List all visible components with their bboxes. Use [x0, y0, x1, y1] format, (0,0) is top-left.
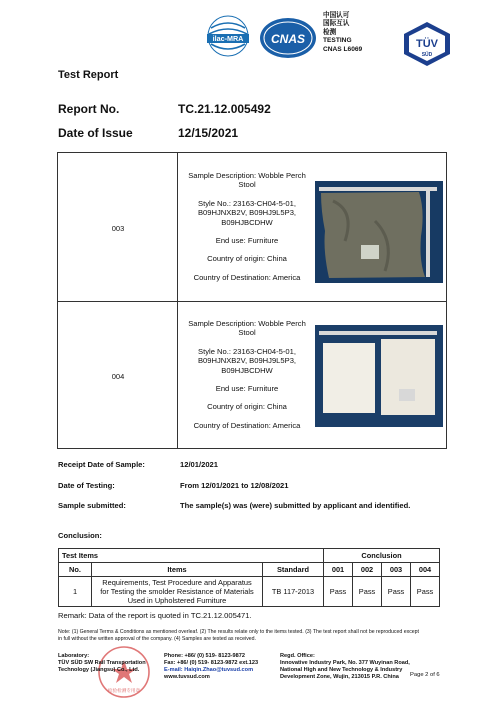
footer-office — [280, 653, 410, 681]
footer-contact — [164, 653, 258, 681]
col-standard-header: Standard — [263, 563, 324, 577]
row-no: 1 — [59, 577, 92, 607]
row-result: Pass — [353, 577, 382, 607]
sample-table — [57, 152, 447, 449]
conclusion-label: Conclusion: — [58, 531, 102, 540]
sample-submitted-value: The sample(s) was (were) submitted by applicant and identified. — [180, 501, 411, 510]
svg-text:CNAS: CNAS — [270, 32, 306, 46]
col-sample-header: 001 — [324, 563, 353, 577]
sample-style: Style No.: 23163-CH04-5-01, B09HJNXB2V, B09HJ9L5P3, B09HJBCDHW — [197, 346, 297, 375]
date-of-issue-label: Date of Issue — [58, 126, 133, 140]
footer-office-line: Development Zone, Wujin, 213015 P.R. China — [280, 674, 399, 680]
table-row — [59, 577, 440, 607]
ilac-mra-logo — [203, 14, 253, 62]
footer-laboratory — [58, 653, 146, 674]
footer-lab-line: Laboratory: — [58, 653, 90, 659]
svg-text:检验检测专用章: 检验检测专用章 — [107, 689, 141, 694]
col-sample-header: 003 — [382, 563, 411, 577]
table-divider — [58, 301, 446, 302]
conclusion-table — [58, 548, 440, 607]
cnas-line: CNAS L6069 — [323, 45, 363, 53]
page-number: Page 2 of 6 — [410, 672, 440, 678]
svg-text:SÜD: SÜD — [421, 52, 433, 58]
footer-lab-line: TÜV SÜD SW Rail Transportation — [58, 660, 146, 666]
footer-note-line: Note: (1) General Terms & Conditions as mentioned overleaf. (2) The results relate only to the items tested. (3) The test report shall not be reproduced except — [58, 629, 420, 635]
col-sample-header: 004 — [411, 563, 440, 577]
sample-photo-fabric — [315, 181, 443, 283]
footer-lab-line: Technology (Jiangsu) Co., Ltd. — [58, 667, 140, 673]
row-item — [92, 577, 263, 607]
sample-description-block — [180, 171, 314, 291]
sample-photo-foam — [315, 325, 443, 427]
row-result: Pass — [411, 577, 440, 607]
sample-end-use: End use: Furniture — [215, 384, 279, 394]
svg-text:TÜV: TÜV — [416, 38, 438, 50]
row-item-line: for Testing the smolder Resistance of Materials — [100, 587, 254, 596]
svg-text:ilac-MRA: ilac-MRA — [212, 34, 244, 43]
sample-origin: Country of origin: China — [207, 254, 287, 264]
col-no-header: No. — [59, 563, 92, 577]
sample-destination: Country of Destination: America — [193, 420, 301, 430]
row-standard: TB 117-2013 — [263, 577, 324, 607]
footer-website[interactable]: www.tuvsud.com — [164, 674, 210, 680]
col-items-header: Items — [92, 563, 263, 577]
test-items-header: Test Items — [59, 549, 324, 563]
testing-date-value: From 12/01/2021 to 12/08/2021 — [180, 481, 289, 490]
footer-office-line: Regd. Office: — [280, 653, 315, 659]
cnas-line: 中国认可 — [323, 12, 350, 19]
date-of-issue-value: 12/15/2021 — [178, 126, 239, 140]
sample-destination: Country of Destination: America — [193, 272, 301, 282]
row-result: Pass — [324, 577, 353, 607]
row-result: Pass — [382, 577, 411, 607]
sample-end-use: End use: Furniture — [215, 236, 279, 246]
cnas-line: TESTING — [323, 37, 352, 45]
sample-id: 004 — [111, 372, 125, 381]
sample-description: Sample Description: Wobble Perch Stool — [188, 171, 306, 190]
row-item-line: Requirements, Test Procedure and Apparatus — [102, 578, 252, 587]
sample-description-block — [180, 319, 314, 439]
footer-email[interactable]: E-mail: Haiqin.Zhao@tuvsud.com — [164, 667, 254, 673]
footer-office-line: Innovative Industry Park, No. 377 Wuyinan Road, — [280, 660, 410, 666]
footer-fax: Fax: +86/ (0) 519- 8123-9872 ext.123 — [164, 660, 259, 666]
report-no-label: Report No. — [58, 102, 120, 116]
sample-style: Style No.: 23163-CH04-5-01, B09HJNXB2V, B09HJ9L5P3, B09HJBCDHW — [197, 198, 297, 227]
cnas-logo — [258, 14, 318, 62]
conclusion-header: Conclusion — [324, 549, 440, 563]
testing-date-label: Date of Testing: — [58, 481, 115, 490]
report-no-value: TC.21.12.005492 — [178, 102, 271, 116]
cnas-accreditation-text — [323, 12, 362, 54]
receipt-date-value: 12/01/2021 — [180, 460, 219, 469]
sample-id: 003 — [111, 224, 125, 233]
footer-note-line: in full without the written approval of the company. (4) Samples are tested as received. — [58, 636, 256, 642]
cnas-line: 检测 — [323, 28, 337, 36]
sample-description: Sample Description: Wobble Perch Stool — [188, 319, 306, 338]
col-sample-header: 002 — [353, 563, 382, 577]
row-item-line: Used in Upholstered Furniture — [127, 596, 227, 605]
remark: Remark: Data of the report is quoted in TC.21.12.005471. — [58, 611, 252, 620]
sample-origin: Country of origin: China — [207, 402, 287, 412]
footer-office-line: National High and New Technology & Industry — [280, 667, 403, 673]
receipt-date-label: Receipt Date of Sample: — [58, 460, 145, 469]
sample-submitted-label: Sample submitted: — [58, 501, 126, 510]
footer-note — [58, 629, 458, 643]
page-title: Test Report — [58, 69, 119, 81]
footer-phone: Phone: +86/ (0) 519- 8123-9872 — [164, 653, 245, 659]
tuv-sud-logo — [400, 20, 454, 68]
cnas-line: 国际互认 — [323, 20, 350, 28]
